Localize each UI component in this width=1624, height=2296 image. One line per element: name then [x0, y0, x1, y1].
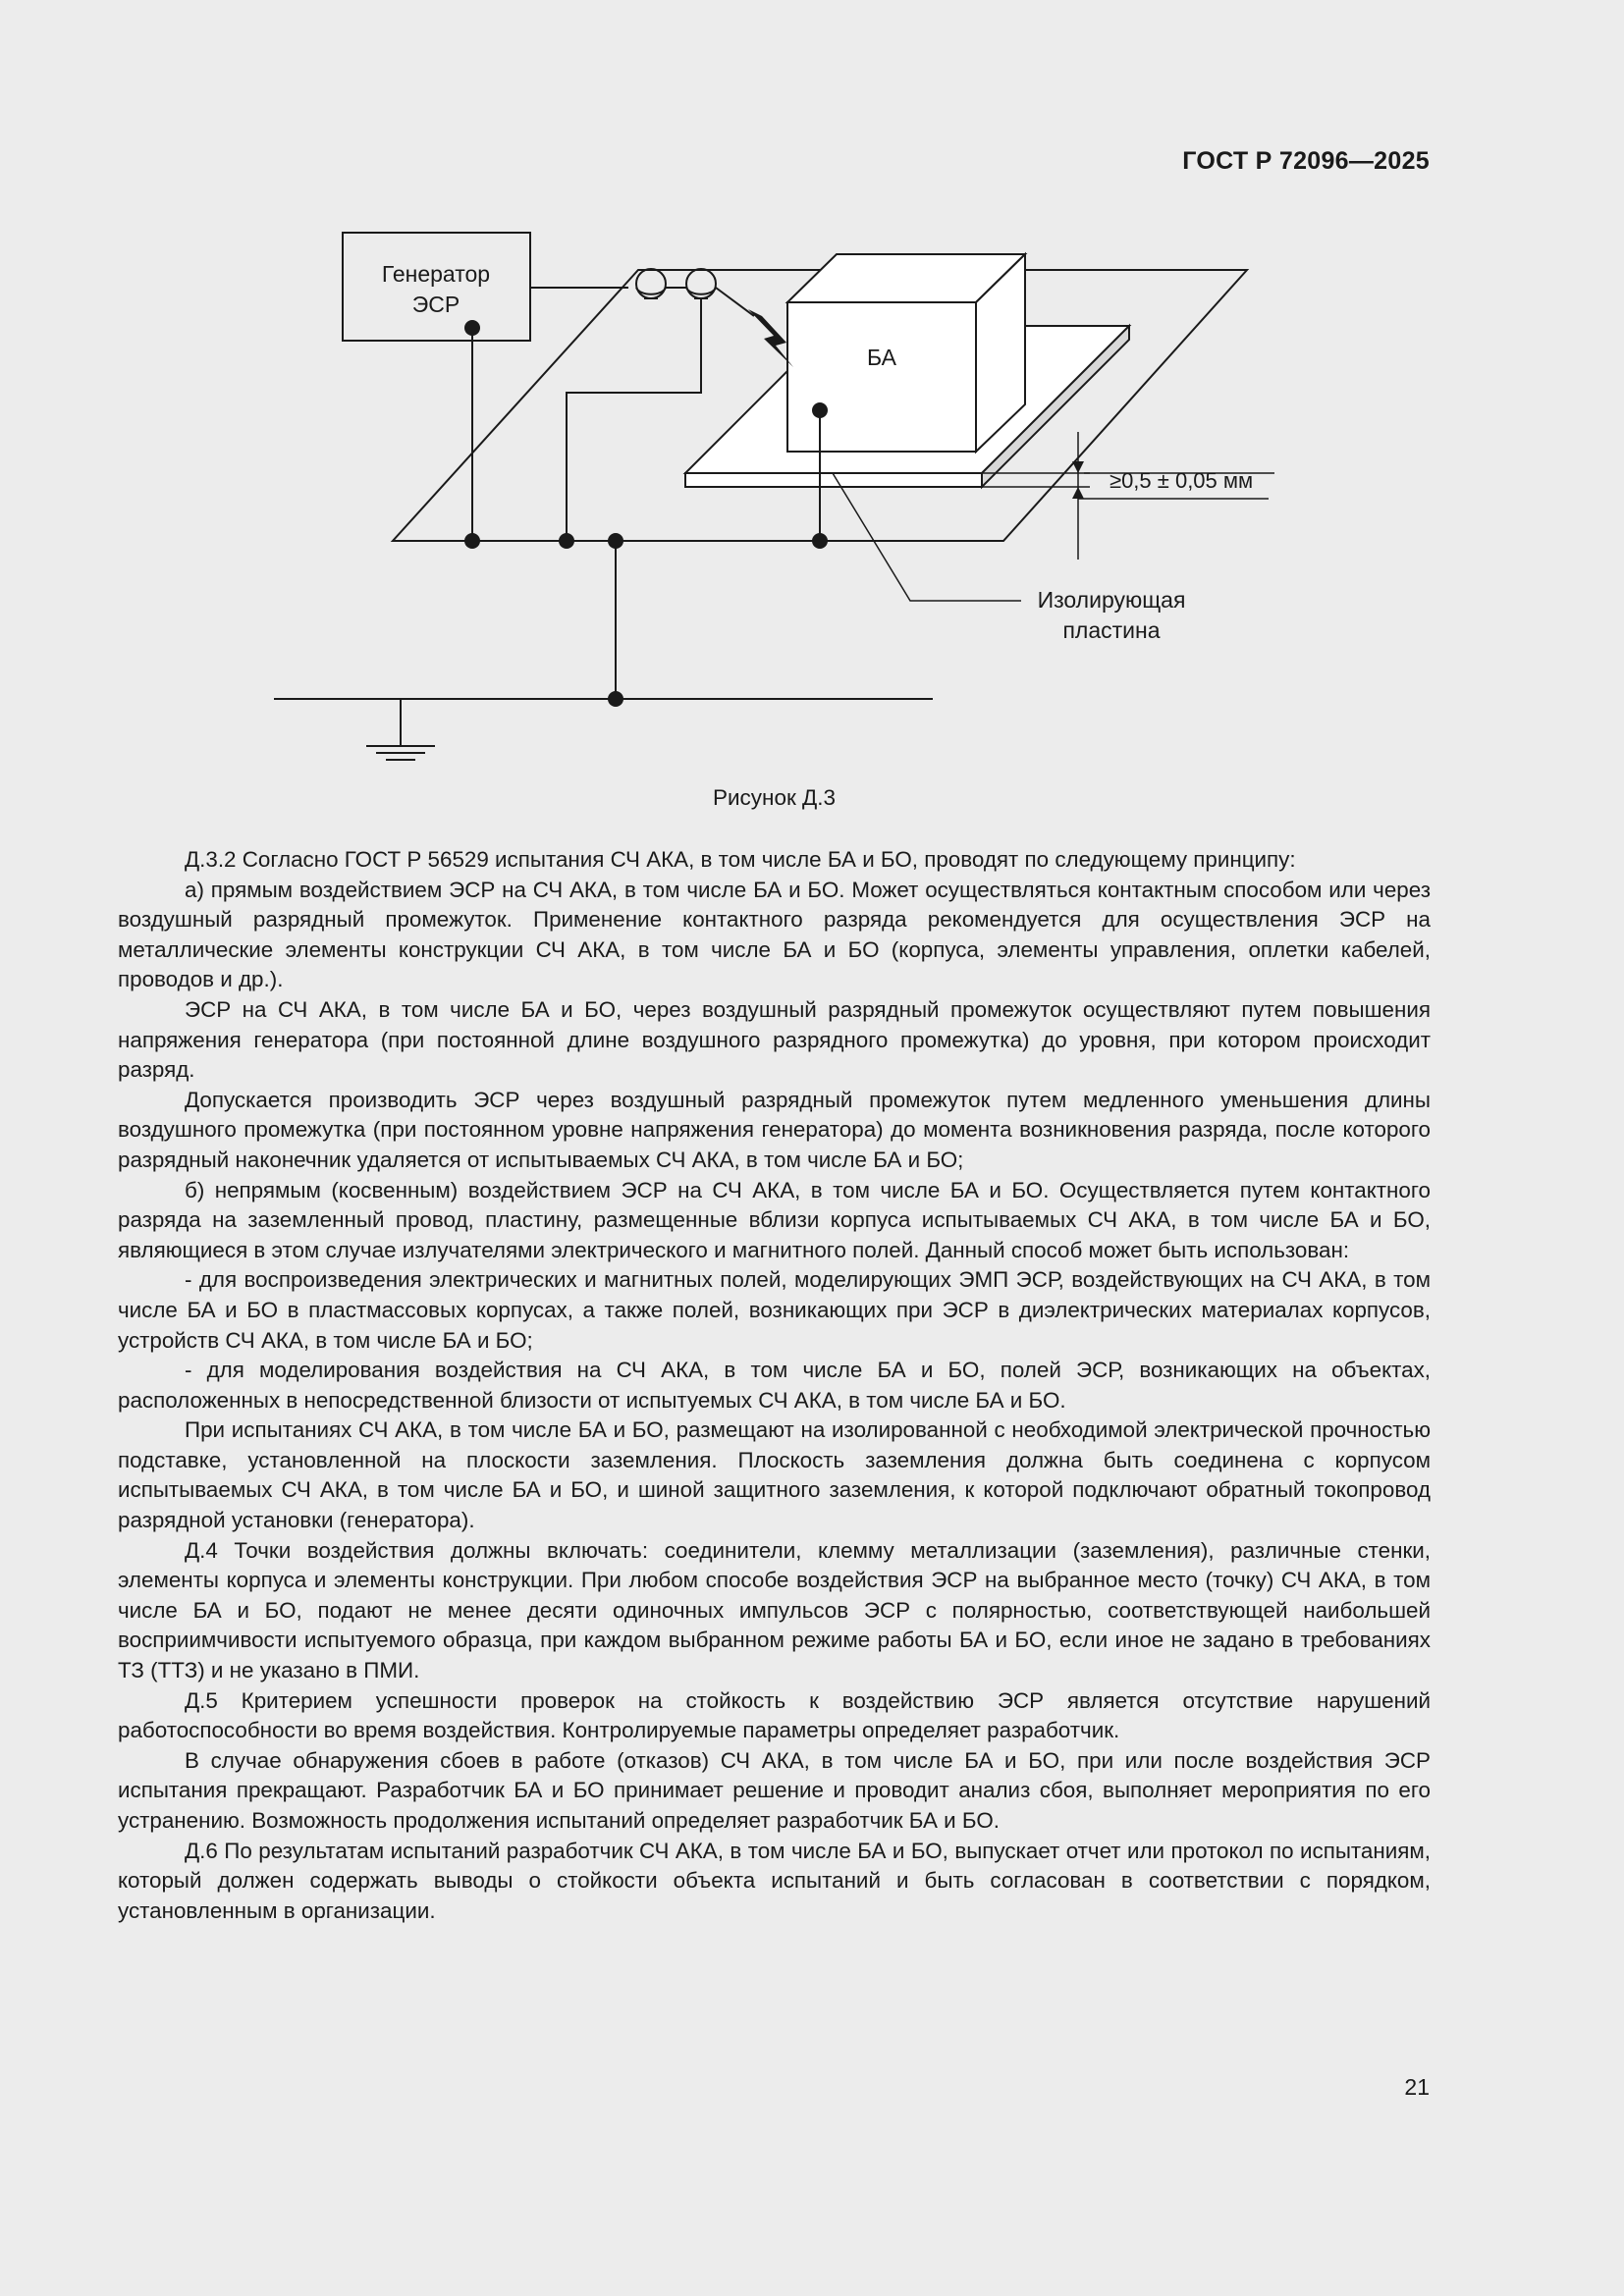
- generator-box: [343, 233, 530, 341]
- junction-dot: [464, 320, 480, 336]
- paragraph: При испытаниях СЧ АКА, в том числе БА и БО, размещают на изолированной с необходимой электрической прочностью подставке, установленной на плоскости заземления. Плоскость заземления должна быть соединена с корпусом испытываемых СЧ АКА, в том числе БА и БО, и шиной защитного заземления, к которой подключают обратный токопровод разрядной установки (генератора).: [118, 1417, 1431, 1533]
- junction-dot: [559, 533, 574, 549]
- junction-dot: [464, 533, 480, 549]
- thickness-label: ≥0,5 ± 0,05 мм: [1110, 468, 1254, 493]
- unit-label: БА: [867, 345, 896, 370]
- plate-label: Изолирующая: [1037, 587, 1186, 613]
- generator-label: ЭСР: [411, 292, 460, 317]
- paragraph: б) непрямым (косвенным) воздействием ЭСР на СЧ АКА, в том числе БА и БО. Осуществляется путем контактного разряда на заземленный провод, пластину, размещенные вблизи корпуса испытываемых СЧ АКА, в том числе БА и БО, являющиеся в этом случае излучателями электрического и магнитного полей. Данный способ может быть использован:: [118, 1177, 1431, 1262]
- junction-dot: [812, 533, 828, 549]
- esd-setup-diagram: [0, 0, 1624, 785]
- paragraph: ЭСР на СЧ АКА, в том числе БА и БО, через воздушный разрядный промежуток осуществляют путем повышения напряжения генератора (при постоянной длине воздушного разрядного промежутка) до уровня, при котором происходит разряд.: [118, 996, 1431, 1083]
- paragraph: Д.3.2 Согласно ГОСТ Р 56529 испытания СЧ АКА, в том числе БА и БО, проводят по следующему принципу:: [185, 847, 1296, 872]
- paragraph: - для воспроизведения электрических и магнитных полей, моделирующих ЭМП ЭСР, воздействующих на СЧ АКА, в том числе БА и БО в пластмассовых корпусах, а также полей, возникающих при ЭСР в диэлектрических материалах корпусов, устройств СЧ АКА, в том числе БА и БО;: [118, 1267, 1431, 1353]
- paragraph: Д.4 Точки воздействия должны включать: соединители, клемму металлизации (заземления), различные стенки, элементы корпуса и элементы конструкции. При любом способе воздействия ЭСР на выбранное место (точку) СЧ АКА, в том числе БА и БО, подают не менее десяти одиночных импульсов ЭСР с полярностью, соответствующей наибольшей восприимчивости испытуемого образца, при каждом выбранном режиме работы БА и БО, если иное не задано в требованиях ТЗ (ТТЗ) и не указано в ПМИ.: [118, 1537, 1431, 1683]
- page-number: 21: [1404, 2074, 1430, 2100]
- figure-caption: Рисунок Д.3: [712, 785, 837, 810]
- unit-box: [787, 302, 976, 452]
- paragraph: Допускается производить ЭСР через воздушный разрядный промежуток путем медленного уменьшения длины воздушного промежутка (при постоянном уровне напряжения генератора) до момента возникновения разряда, после которого разрядный наконечник удаляется от испытываемых СЧ АКА, в том числе БА и БО;: [118, 1087, 1431, 1172]
- document-header: ГОСТ Р 72096—2025: [1182, 147, 1430, 175]
- paragraph: - для моделирования воздействия на СЧ АКА, в том числе БА и БО, полей ЭСР, возникающих на объектах, расположенных в непосредственной близости от испытуемых СЧ АКА, в том числе БА и БО.: [118, 1358, 1431, 1413]
- paragraph: а) прямым воздействием ЭСР на СЧ АКА, в том числе БА и БО. Может осуществляться контактным способом или через воздушный разрядный промежуток. Применение контактного разряда рекомендуется для осуществления ЭСР на металлические элементы конструкции СЧ АКА, в том числе БА и БО (корпуса, элементы управления, оплетки кабелей, проводов и др.).: [118, 877, 1431, 992]
- junction-dot: [812, 402, 828, 418]
- generator-label: Генератор: [381, 261, 491, 287]
- paragraph: Д.6 По результатам испытаний разработчик СЧ АКА, в том числе БА и БО, выпускает отчет или протокол по испытаниям, который должен содержать выводы о стойкости объекта испытаний и быть согласован в соответствии с порядком, установленным в организации.: [118, 1838, 1431, 1923]
- junction-dot: [608, 533, 623, 549]
- body-text: [118, 845, 1431, 1926]
- paragraph: В случае обнаружения сбоев в работе (отказов) СЧ АКА, в том числе БА и БО, при или после воздействия ЭСР испытания прекращают. Разработчик БА и БО принимает решение и проводит анализ сбоя, выполняет мероприятия по его устранению. Возможность продолжения испытаний определяет разработчик БА и БО.: [118, 1747, 1431, 1833]
- junction-dot: [608, 691, 623, 707]
- figure-esd-test-setup: [0, 0, 1624, 785]
- paragraph: Д.5 Критерием успешности проверок на стойкость к воздействию ЭСР является отсутствие нарушений работоспособности во время воздействия. Контролируемые параметры определяет разработчик.: [118, 1687, 1431, 1743]
- plate-label: пластина: [1062, 617, 1161, 643]
